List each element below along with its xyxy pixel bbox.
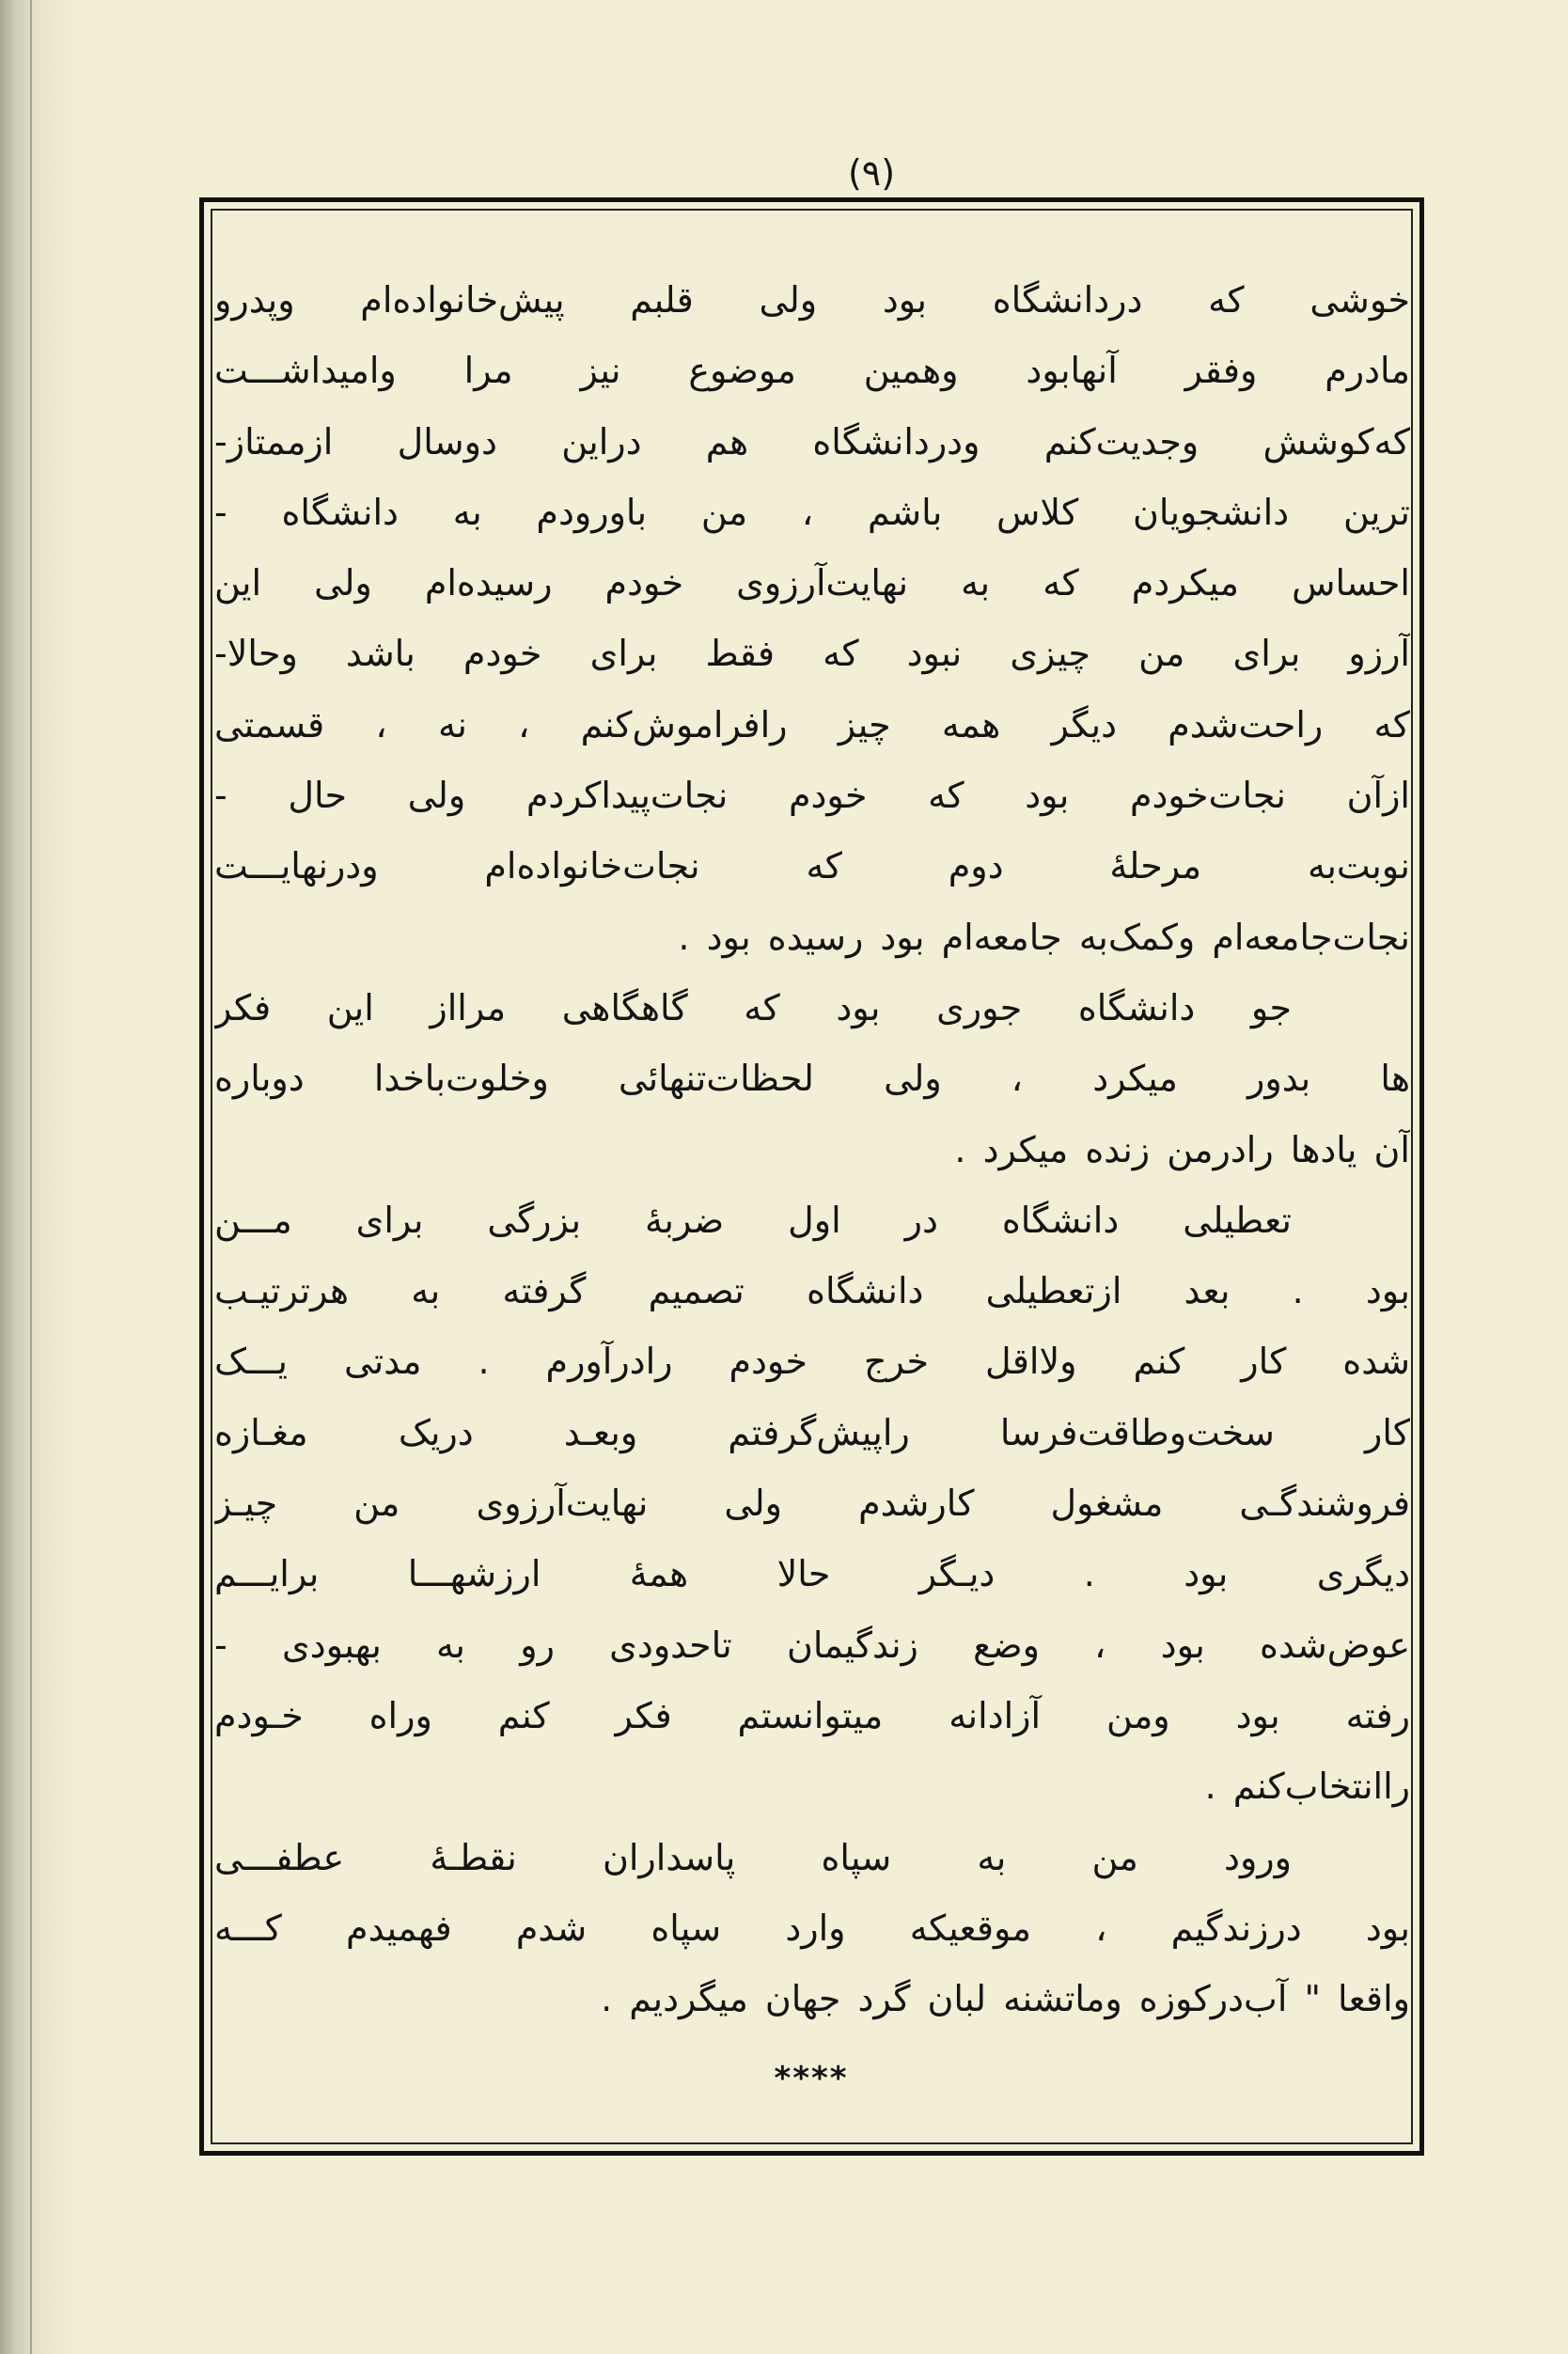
body-text bbox=[214, 265, 1410, 2034]
paragraph-last-line: راانتخاب‌کنم . bbox=[1204, 1766, 1410, 1808]
text-line: آرزو برای من چیزی نبود که فقط برای خودم باشد وحالا- bbox=[214, 633, 1410, 675]
text-line: شده کار کنم ولااقل خرج خودم رادرآورم . مدتی یـــک bbox=[214, 1341, 1410, 1383]
text-line: که‌کوشش وجدیت‌کنم ودردانشگاه هم دراین دوسال ازممتاز- bbox=[214, 420, 1410, 463]
text-line: نوبت‌به مرحلهٔ دوم که نجات‌خانواده‌ام ودرنهایـــت bbox=[214, 845, 1410, 887]
text-line: فروشندگـی مشغول کارشدم ولی نهایت‌آرزوی من چیـز bbox=[214, 1483, 1410, 1525]
section-separator: **** bbox=[774, 2060, 849, 2097]
text-line: کار سخت‌وطاقت‌فرسا راپیش‌گرفتم وبعـد دریک مغـازه bbox=[214, 1411, 1410, 1453]
text-line: احساس میکردم که به نهایت‌آرزوی خودم رسیده‌ام ولی این bbox=[214, 562, 1410, 604]
text-line: ازآن نجات‌خودم بود که خودم نجات‌پیداکردم ولی حال - bbox=[214, 775, 1410, 817]
text-line: بود درزندگیم ، موقعیکه وارد سپاه شدم فهمیدم کـــه bbox=[214, 1907, 1410, 1949]
paragraph-first-line: تعطیلی دانشگاه در اول ضربهٔ بزرگی برای مـــن bbox=[214, 1199, 1292, 1241]
text-line: مادرم وفقر آنهابود وهمین موضوع نیز مرا وامیداشـــت bbox=[214, 350, 1410, 392]
text-line: دیگری بود . دیـگر حالا همهٔ ارزشهـــا برایـــم bbox=[214, 1553, 1410, 1595]
paragraph-first-line: جو دانشگاه جوری بود که گاهگاهی مرااز این فکر bbox=[214, 986, 1292, 1028]
page-edge bbox=[30, 0, 32, 2354]
text-line: رفته بود ومن آزادانه میتوانستم فکر کنم وراه خـودم bbox=[214, 1694, 1410, 1736]
text-line: ترین دانشجویان کلاس باشم ، من باورودم به دانشگاه - bbox=[214, 491, 1410, 533]
paragraph-first-line: ورود من به سپاه پاسداران نقطـهٔ عطفـــی bbox=[214, 1836, 1292, 1878]
paragraph-last-line: واقعا " آب‌درکوزه وماتشنه لبان گرد جهان میگردیم . bbox=[601, 1978, 1410, 2020]
page-number: (۹) bbox=[847, 152, 896, 194]
paragraph-last-line: آن یادها رادرمن زنده میکرد . bbox=[954, 1128, 1410, 1170]
paragraph-last-line: نجات‌جامعه‌ام وکمک‌به جامعه‌ام بود رسیده بود . bbox=[678, 916, 1410, 958]
text-line: که راحت‌شدم دیگر همه چیز رافراموش‌کنم ، نه ، قسمتی bbox=[214, 703, 1410, 745]
text-line: خوشی که دردانشگاه بود ولی قلبم پیش‌خانواده‌ام وپدرو bbox=[214, 279, 1410, 321]
text-line: عوض‌شده بود ، وضع زندگیمان تاحدودی رو به بهبودی - bbox=[214, 1624, 1410, 1666]
text-line: ها بدور میکرد ، ولی لحظات‌تنهائی وخلوت‌باخدا دوباره bbox=[214, 1058, 1410, 1100]
text-line: بود . بعد ازتعطیلی دانشگاه تصمیم گرفته به هرترتیـب bbox=[214, 1270, 1410, 1312]
binding-shadow bbox=[0, 0, 75, 2354]
